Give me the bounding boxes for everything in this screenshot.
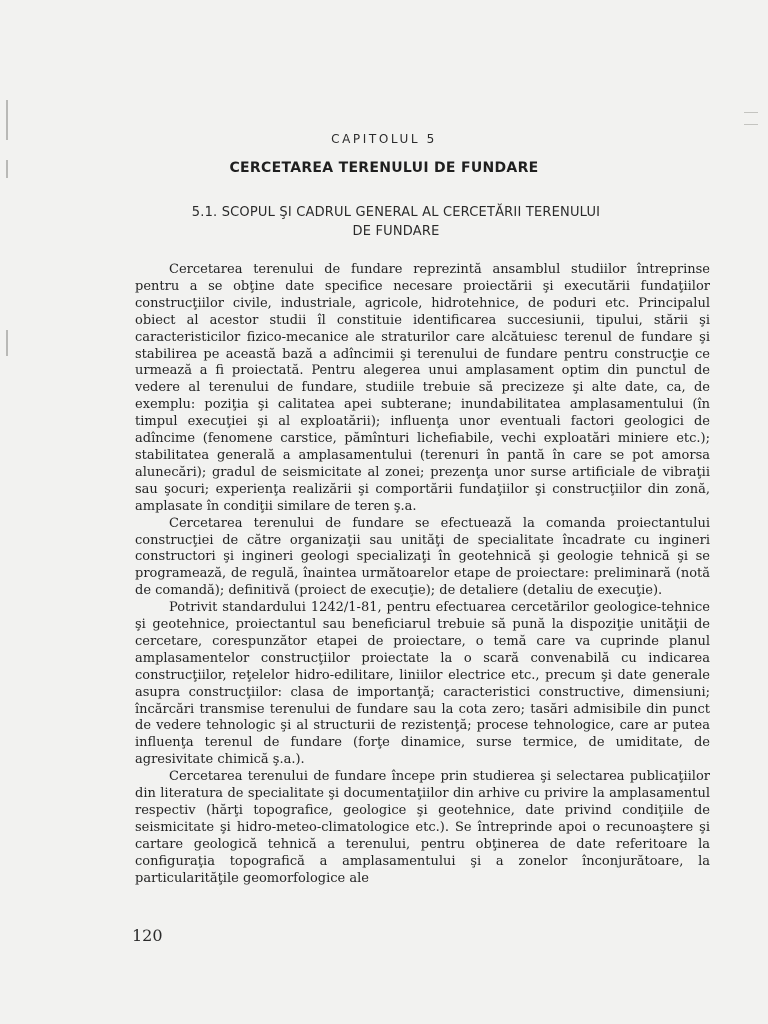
page-number: 120 bbox=[132, 926, 163, 945]
paragraph: Cercetarea terenului de fundare reprezintă ansamblul studiilor întreprinse pentru a se obţine date specifice necesare proiectării şi executării fundaţiilor construcţiilor civile, industriale, agricole, hidrotehnice, de poduri etc. Principalul obiect al acestor studii îl constituie identificarea succesiunii, tipului, stării şi caracteristicilor fizico-mecanice ale straturilor care alcătuiesc terenul de fundare şi stabilirea pe această bază a adîncimii şi terenului de fundare pentru construcţie ce urmează a fi proiectată. Pentru alegerea unui amplasament optim din punctul de vedere al terenului de fundare, studiile trebuie să precizeze şi alte date, ca, de exemplu: poziţia şi calitatea apei subterane; inundabilitatea amplasamentului (în timpul execuţiei şi al exploatării); influenţa unor eventuali factori geologici de adîncime (fenomene carstice, pămînturi lichefiabile, vechi exploatări miniere etc.); stabilitatea generală a amplasamentului (terenuri în pantă în care se pot amorsa alunecări); gradul de seismicitate al zonei; prezenţa unor surse artificiale de vibraţii sau şocuri; experienţa realizării şi comportării fundaţiilor şi construcţiilor din zonă, amplasate în condiţii similare de teren ş.a. bbox=[135, 262, 710, 514]
scan-edge-mark bbox=[744, 112, 758, 113]
paragraph: Cercetarea terenului de fundare se efectuează la comanda proiectantului construcţiei de către organizaţii sau unităţi de specialitate încadrate cu ingineri constructori şi ingineri geologi specializaţi în geotehnică şi geologie tehnică şi se programează, de regulă, înaintea următoarelor etape de proiectare: preliminară (notă de comandă); definitivă (proiect de execuţie); de detaliere (detaliu de execuţie). bbox=[135, 515, 710, 599]
section-title bbox=[170, 203, 622, 241]
scan-edge-mark bbox=[6, 330, 8, 356]
paragraph: Potrivit standardului 1242/1-81, pentru efectuarea cercetărilor geologice-tehnice şi geotehnice, proiectantul sau beneficiarul trebuie să pună la dispoziţie unităţii de cercetare, corespunzător etapei de proiectare, o temă care va cuprinde planul amplasamentelor construcţiilor proiectate la o scară convenabilă cu indicarea construcţiilor, reţelelor hidro-edilitare, liniilor electrice etc., precum şi date generale asupra construcţiilor: clasa de importanţă; caracteristici constructive, dimensiuni; încărcări transmise terenului de fundare sau la cota zero; tasări admisibile din punct de vedere tehnologic şi al structurii de rezistenţă; procese tehnologice, care ar putea influenţa terenul de fundare (forţe dinamice, surse termice, de umiditate, de agresivitate chimică ş.a.). bbox=[135, 600, 710, 768]
section-title-line-1: 5.1. SCOPUL ŞI CADRUL GENERAL AL CERCETĂRII TERENULUI bbox=[191, 205, 601, 220]
chapter-title: CERCETAREA TERENULUI DE FUNDARE bbox=[229, 160, 539, 176]
paragraph: Cercetarea terenului de fundare începe prin studierea şi selectarea publicaţiilor din literatura de specialitate şi documentaţiilor din arhive cu privire la amplasamentul respectiv (hărţi topografice, geologice şi geotehnice, date privind condiţiile de seismicitate şi hidro-meteo-climatologice etc.). Se întreprinde apoi o recunoaştere şi cartare geologică tehnică a terenului, pentru obţinerea de date referitoare la configuraţia topografică a amplasamentului şi a zonelor înconjurătoare, la particularităţile geomorfologice ale bbox=[135, 769, 710, 886]
scan-edge-mark bbox=[744, 124, 758, 125]
chapter-label: CAPITOLUL 5 bbox=[331, 132, 437, 146]
body-text bbox=[135, 262, 710, 888]
section-title-line-2: DE FUNDARE bbox=[352, 224, 440, 239]
